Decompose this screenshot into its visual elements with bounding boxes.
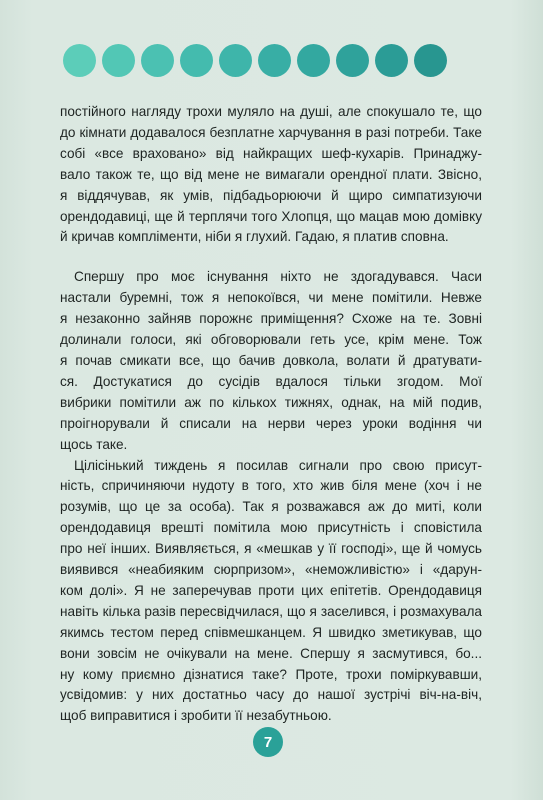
paragraph-1 (60, 102, 482, 248)
text-line: якимсь тестом перед співмешканцем. Я швидко зметикував, що (60, 624, 482, 640)
text-line: проігнорували й списали на нерви через уроки водіння чи (60, 415, 482, 431)
text-line: вибрики помітили аж по кількох тижнях, однак, на мій подив, (60, 394, 482, 410)
text-line: усвідомив: у них достатньо часу до нашої зустрічі віч-на-віч, (60, 687, 482, 703)
text-line: постійного нагляду трохи муляло на душі, але спокушало те, що (60, 104, 482, 119)
text-line: розумів, що це за особа). Так я розважався аж до миті, коли (60, 499, 482, 515)
text-line: настали буремні, тож я непокоївся, чи мене помітили. Невже (60, 290, 482, 306)
decorative-dot (102, 44, 135, 77)
text-line: собі «все враховано» від найкращих шеф-кухарів. Принаджу- (60, 145, 482, 161)
text-line: ся. Достукатися до сусідів вдалося тільки згодом. Мої (60, 373, 482, 389)
text-line: я віддячував, як умів, підбадьорюючи й щиро симпатизуючи (60, 187, 482, 203)
text-line: ком долі». Я не заперечував проти цих епітетів. Орендодавиця (60, 582, 482, 598)
decorative-dot (375, 44, 408, 77)
text-line: ну кому приємно дізнатися таке? Проте, трохи поміркувавши, (60, 666, 482, 682)
text-line: я почав смикати все, що бачив довкола, волати й дратувати- (60, 352, 482, 368)
text-line: орендодавиця врешті помітила мою присутність і сповістила (60, 520, 482, 536)
text-line: щоб виправитися і зробити її незабутньою. (60, 708, 332, 724)
text-line: вони зовсім не очікували на мене. Спершу я засмутився, бо... (60, 645, 482, 661)
text-line: щось таке. (60, 436, 128, 452)
decorative-dot (141, 44, 174, 77)
text-line: про неї інших. Виявляється, я «мешкав у її господі», ще й чомусь (60, 541, 482, 557)
decorative-dot (336, 44, 369, 77)
decorative-dot (180, 44, 213, 77)
text-line: долинали голоси, які обговорювали геть усе, крім мене. Тож (60, 332, 482, 348)
text-line: я незаконно зайняв порожнє приміщення? Схоже на те. Зовні (60, 311, 482, 327)
decorative-dot (297, 44, 330, 77)
text-line: Спершу про моє існування ніхто не здогадувався. Часи (74, 269, 482, 285)
text-line: навіть кілька разів пересвідчилася, що я заселився, і розмахувала (60, 603, 482, 619)
decorative-dot (258, 44, 291, 77)
decorative-dot (219, 44, 252, 77)
decorative-dot (414, 44, 447, 77)
decorative-dot (63, 44, 96, 77)
decorative-dot-row (63, 44, 447, 77)
paragraph-3 (60, 456, 482, 728)
text-line: вало також те, що від мене не вимагали орендної плати. Звісно, (60, 166, 482, 182)
paragraph-2 (60, 267, 482, 455)
text-line: й кричав компліменти, ніби я глухий. Гадаю, я платив сповна. (60, 229, 449, 245)
text-line: орендодавиці, ще й терплячи того Хлопця, що мацав мою домівку (60, 208, 482, 224)
body-text (60, 102, 482, 727)
page-number: 7 (263, 733, 273, 751)
page-number-badge (253, 727, 283, 757)
text-line: Цілісінький тиждень я посилав сигнали про свою присут- (74, 457, 482, 473)
text-line: ність, спричиняючи нудоту в того, хто жив біля мене (хоч і не (60, 478, 482, 494)
text-line: до кімнати додавалося безплатне харчування в разі потреби. Таке (60, 124, 482, 140)
text-line: виявився «неабияким сюрпризом», «неможливістю» і «дарун- (60, 562, 482, 578)
